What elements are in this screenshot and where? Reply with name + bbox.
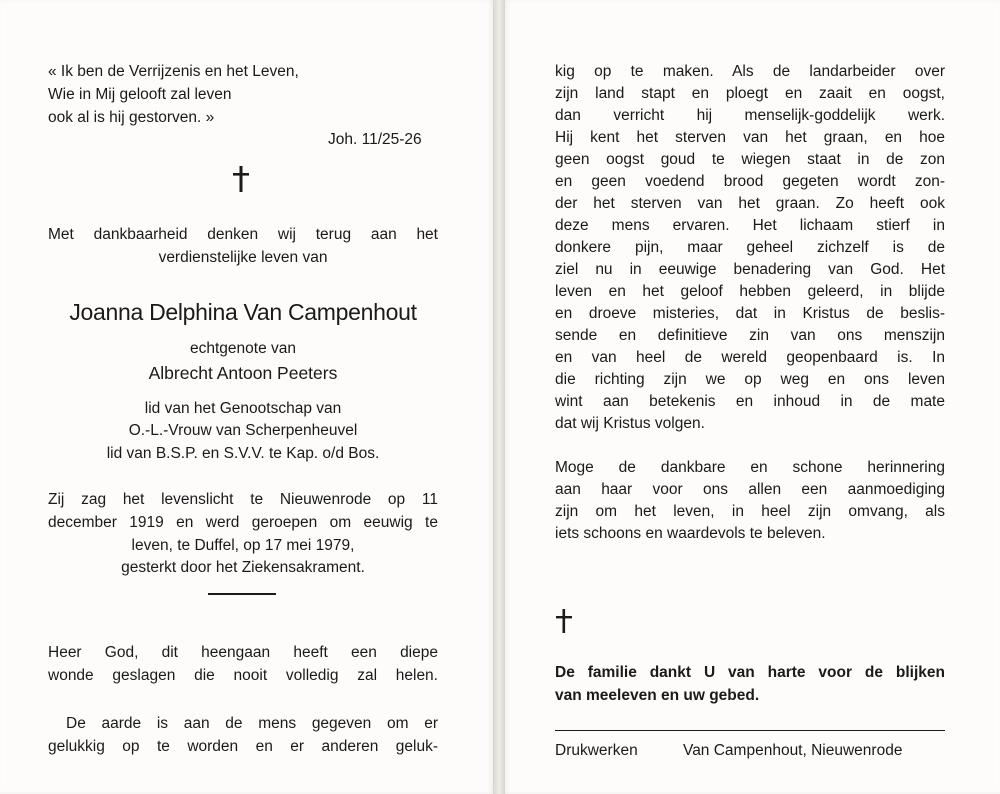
spouse-name: Albrecht Antoon Peeters — [148, 363, 338, 383]
prayer-line-2: wonde geslagen die nooit volledig zal helen. — [48, 667, 438, 684]
membership-line-2: O.-L.-Vrouw van Scherpenheuvel — [128, 422, 358, 439]
cross-icon — [232, 166, 250, 192]
text-line: dat wij Kristus volgen. — [555, 415, 705, 432]
quote-line-2: Wie in Mij gelooft zal leven — [48, 86, 232, 103]
memory-paragraph — [555, 457, 945, 545]
divider-rule — [208, 593, 276, 595]
text-line: iets schoons en waardevols te beleven. — [555, 525, 826, 542]
text-line: en droeve misteries, dat in Kristus de beslis- — [555, 305, 945, 322]
right-card-panel — [505, 0, 1000, 794]
membership-line-1: lid van het Genootschap van — [144, 400, 342, 417]
text-line: wint aan betekenis en inhoud in de mate — [555, 393, 945, 410]
membership-line-3: lid van B.S.P. en S.V.V. te Kap. o/d Bos. — [106, 445, 380, 462]
text-line: Hij kent het sterven van het graan, en hoe — [555, 129, 945, 146]
deceased-name: Joanna Delphina Van Campenhout — [69, 299, 417, 325]
text-line: dan verricht hij menselijk-goddelijk werk. — [555, 107, 945, 124]
life-line-4: gesterkt door het Ziekensakrament. — [121, 559, 365, 576]
footer-rule — [555, 730, 945, 731]
thanks-line-1: De familie dankt U van harte voor de blijken — [555, 664, 945, 681]
quote-reference: Joh. 11/25-26 — [328, 131, 422, 148]
text-line: sende en definitieve zin van ons menszijn — [555, 327, 945, 344]
text-line: kig op te maken. Als de landarbeider over — [555, 63, 945, 80]
paragraph-continuation — [555, 61, 945, 435]
text-line: donkere pijn, maar geheel zichzelf is de — [555, 239, 945, 256]
printer-label: Drukwerken — [555, 742, 638, 759]
cross-icon — [555, 609, 573, 633]
left-card-panel — [0, 0, 493, 794]
paragraph-line-2: gelukkig op te worden en er anderen geluk- — [48, 738, 438, 755]
text-line: aan haar voor ons allen een aanmoediging — [555, 481, 945, 498]
text-line: zijn land stapt en ploegt en zaait en oogst, — [555, 85, 945, 102]
life-line-1: Zij zag het levenslicht te Nieuwenrode op 11 — [48, 491, 438, 508]
card-fold — [493, 0, 505, 794]
intro-line-1: Met dankbaarheid denken wij terug aan het — [48, 226, 438, 243]
text-line: zijn om het leven, in heel zijn omvang, als — [555, 503, 945, 520]
printer-name: Van Campenhout, Nieuwenrode — [683, 742, 903, 759]
quote-line-3: ook al is hij gestorven. » — [48, 109, 215, 126]
spouse-prefix: echtgenote van — [189, 340, 296, 357]
paragraph-line-1: De aarde is aan de mens gegeven om er — [66, 715, 438, 732]
text-line: ziel nu in eeuwige benadering van God. Het — [555, 261, 945, 278]
text-line: der het sterven van het graan. Zo heeft ook — [555, 195, 945, 212]
text-line: Moge de dankbare en schone herinnering — [555, 459, 945, 476]
thanks-line-2: van meeleven en uw gebed. — [555, 687, 760, 704]
text-line: leven en het geloof hebben geleerd, in blijde — [555, 283, 945, 300]
intro-line-2: verdienstelijke leven van — [158, 249, 328, 266]
text-line: geen oogst goud te wiegen staat in de zon — [555, 151, 945, 168]
life-line-3: leven, te Duffel, op 17 mei 1979, — [131, 537, 355, 554]
text-line: en van heel de wereld geopenbaard is. In — [555, 349, 945, 366]
text-line: die richting zijn we op weg en ons leven — [555, 371, 945, 388]
text-line: en geen voedend brood gegeten wordt zon- — [555, 173, 945, 190]
quote-line-1: « Ik ben de Verrijzenis en het Leven, — [48, 63, 299, 80]
text-line: deze mens ervaren. Het lichaam stierf in — [555, 217, 945, 234]
prayer-line-1: Heer God, dit heengaan heeft een diepe — [48, 644, 438, 661]
life-line-2: december 1919 en werd geroepen om eeuwig te — [48, 514, 438, 531]
